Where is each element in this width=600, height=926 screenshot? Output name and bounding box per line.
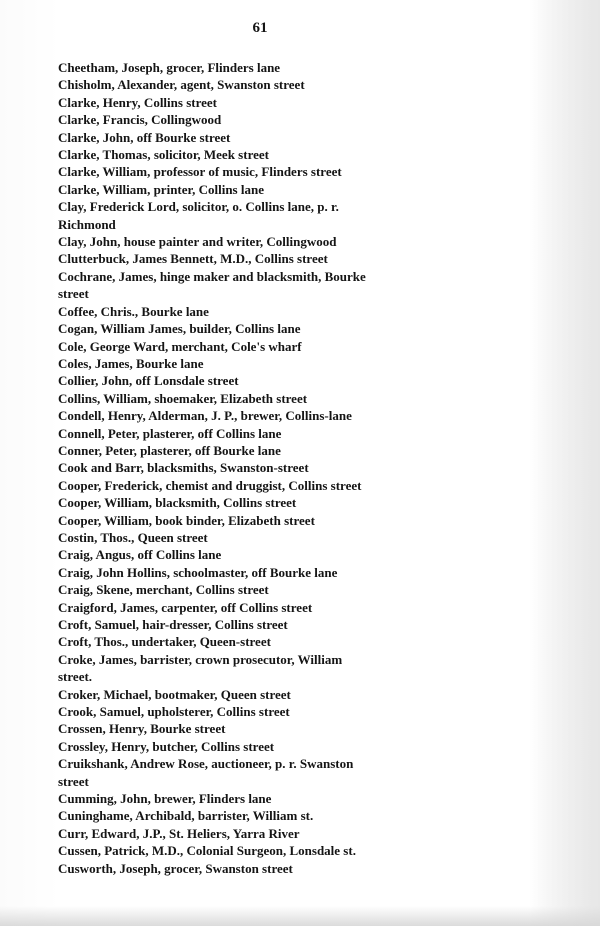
entry-text: Cochrane, James, hinge maker and blacksmith, Bourke — [58, 268, 366, 284]
entry-text: Conner, Peter, plasterer, off Bourke lane — [58, 442, 281, 458]
entry-text: Clarke, John, off Bourke street — [58, 129, 231, 145]
directory-entry — [58, 146, 478, 163]
entry-text: Cooper, Frederick, chemist and druggist, Collins street — [58, 477, 362, 493]
directory-entry — [58, 564, 478, 581]
entry-text: Croker, Michael, bootmaker, Queen street — [58, 686, 291, 702]
entry-text: Clay, John, house painter and writer, Collingwood — [58, 234, 337, 250]
entry-text: Cumming, John, brewer, Flinders lane — [58, 791, 272, 807]
directory-entry — [58, 76, 478, 93]
entry-text: Crossley, Henry, butcher, Collins street — [58, 738, 275, 754]
directory-entry — [58, 181, 478, 198]
entry-text: Cogan, William James, builder, Collins lane — [58, 321, 301, 337]
entry-text: Cook and Barr, blacksmiths, Swanston-street — [58, 460, 309, 476]
directory-entry — [58, 442, 478, 459]
entry-text: Clarke, Henry, Collins street — [58, 94, 217, 110]
page-number: 61 — [252, 20, 268, 36]
directory-entry — [58, 407, 478, 424]
directory-entry — [58, 59, 478, 76]
directory-entry — [58, 233, 478, 250]
entry-text: Craig, John Hollins, schoolmaster, off Bourke lane — [58, 564, 338, 580]
directory-entry — [58, 529, 478, 546]
entry-text: Collier, John, off Lonsdale street — [58, 373, 239, 389]
entry-text: Collins, William, shoemaker, Elizabeth street — [58, 390, 308, 406]
entry-text: Cole, George Ward, merchant, Cole's wharf — [58, 338, 302, 354]
entry-continuation: Richmond — [58, 216, 116, 232]
directory-entry — [58, 825, 478, 842]
directory-entry — [58, 425, 478, 442]
directory-entry — [58, 860, 478, 877]
entry-text: Curr, Edward, J.P., St. Heliers, Yarra River — [58, 825, 300, 841]
page-edge-shadow — [530, 0, 600, 926]
directory-entry — [58, 163, 478, 180]
entry-text: Connell, Peter, plasterer, off Collins lane — [58, 425, 282, 441]
entry-text: Condell, Henry, Alderman, J. P., brewer, Collins-lane — [58, 408, 352, 424]
entry-text: Cruikshank, Andrew Rose, auctioneer, p. r. Swanston — [58, 756, 354, 772]
directory-entry — [58, 250, 478, 267]
entry-text: Crossen, Henry, Bourke street — [58, 721, 226, 737]
directory-entry — [58, 738, 478, 755]
directory-entry — [58, 790, 478, 807]
directory-entry — [58, 599, 478, 616]
directory-entries — [58, 59, 478, 877]
directory-entry — [58, 94, 478, 111]
entry-text: Cheetham, Joseph, grocer, Flinders lane — [58, 60, 281, 75]
directory-entry — [58, 842, 478, 859]
directory-entry — [58, 477, 478, 494]
directory-entry — [58, 720, 478, 737]
entry-text: Cussen, Patrick, M.D., Colonial Surgeon, Lonsdale st. — [58, 843, 356, 859]
entry-text: Clutterbuck, James Bennett, M.D., Collins street — [58, 251, 328, 267]
entry-text: Clarke, William, professor of music, Flinders street — [58, 164, 342, 180]
entry-continuation: street — [58, 773, 89, 789]
directory-entry — [58, 703, 478, 720]
entry-text: Crook, Samuel, upholsterer, Collins street — [58, 704, 290, 720]
directory-entry — [58, 129, 478, 146]
entry-text: Clarke, Thomas, solicitor, Meek street — [58, 147, 269, 163]
entry-text: Croft, Thos., undertaker, Queen-street — [58, 634, 271, 650]
entry-text: Clarke, William, printer, Collins lane — [58, 181, 264, 197]
entry-text: Croft, Samuel, hair-dresser, Collins street — [58, 617, 288, 632]
directory-entry — [58, 633, 478, 650]
directory-entry — [58, 198, 478, 233]
directory-entry — [58, 372, 478, 389]
page-bottom-shadow — [0, 906, 600, 926]
entry-text: Chisholm, Alexander, agent, Swanston street — [58, 77, 305, 93]
directory-entry — [58, 512, 478, 529]
entry-text: Cooper, William, book binder, Elizabeth street — [58, 512, 315, 528]
directory-entry — [58, 755, 478, 790]
directory-entry — [58, 494, 478, 511]
entry-text: Cooper, William, blacksmith, Collins street — [58, 495, 297, 511]
entry-text: Coles, James, Bourke lane — [58, 355, 204, 371]
directory-entry — [58, 111, 478, 128]
directory-entry — [58, 807, 478, 824]
entry-text: Cusworth, Joseph, grocer, Swanston street — [58, 860, 293, 876]
entry-text: Clay, Frederick Lord, solicitor, o. Collins lane, p. r. — [58, 199, 339, 215]
entry-text: Craig, Skene, merchant, Collins street — [58, 582, 269, 598]
entry-text: Craigford, James, carpenter, off Collins street — [58, 599, 313, 615]
entry-text: Croke, James, barrister, crown prosecutor, William — [58, 651, 343, 667]
directory-entry — [58, 320, 478, 337]
entry-text: Craig, Angus, off Collins lane — [58, 547, 222, 563]
directory-entry — [58, 616, 478, 633]
entry-text: Costin, Thos., Queen street — [58, 529, 208, 545]
directory-entry — [58, 581, 478, 598]
directory-entry — [58, 651, 478, 686]
entry-continuation: street — [58, 286, 89, 302]
directory-entry — [58, 303, 478, 320]
entry-text: Cuninghame, Archibald, barrister, William st. — [58, 808, 314, 824]
directory-entry — [58, 546, 478, 563]
directory-entry — [58, 338, 478, 355]
directory-entry — [58, 268, 478, 303]
entry-continuation: street. — [58, 669, 93, 685]
directory-entry — [58, 459, 478, 476]
directory-entry — [58, 390, 478, 407]
directory-entry — [58, 686, 478, 703]
directory-entry — [58, 355, 478, 372]
entry-text: Coffee, Chris., Bourke lane — [58, 303, 209, 319]
entry-text: Clarke, Francis, Collingwood — [58, 112, 222, 128]
